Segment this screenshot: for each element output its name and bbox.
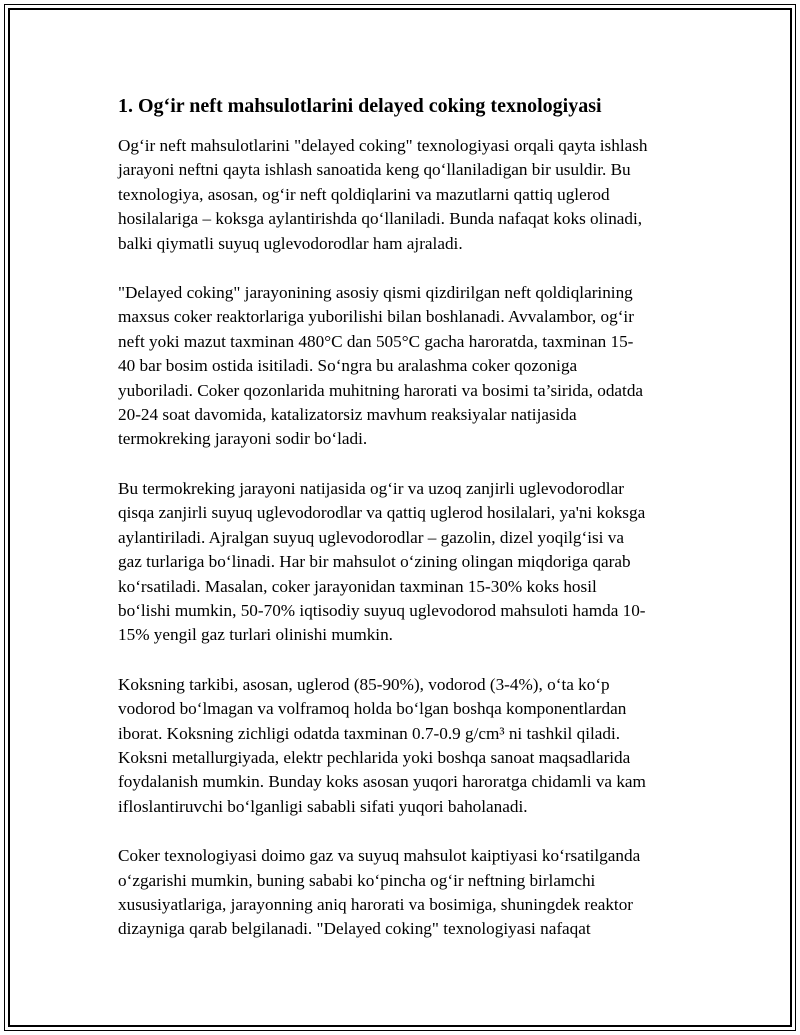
paragraph-1 [118, 134, 688, 256]
paragraph-line: Koksni metallurgiyada, elektr pechlarida yoki boshqa sanoat maqsadlarida [118, 747, 631, 767]
paragraph-line: neft yoki mazut taxminan 480°C dan 505°C gacha haroratda, taxminan 15- [118, 331, 634, 351]
paragraph-line: aylantiriladi. Ajralgan suyuq uglevodorodlar – gazolin, dizel yoqilg‘isi va [118, 527, 624, 547]
paragraph-line: 40 bar bosim ostida isitiladi. So‘ngra bu aralashma coker qozoniga [118, 356, 578, 376]
paragraph-2 [118, 281, 688, 452]
paragraph-line: "Delayed coking" jarayonining asosiy qismi qizdirilgan neft qoldiqlarining [118, 283, 633, 303]
paragraph-line: Koksning tarkibi, asosan, uglerod (85-90%), vodorod (3-4%), o‘ta ko‘p [118, 674, 610, 694]
paragraph-line: xususiyatlariga, jarayonning aniq harorati va bosimiga, shuningdek reaktor [118, 894, 634, 914]
paragraph-line: Og‘ir neft mahsulotlarini "delayed coking" texnologiyasi orqali qayta ishlash [118, 136, 648, 155]
paragraph-line: dizayniga qarab belgilanadi. "Delayed coking" texnologiyasi nafaqat [118, 919, 591, 939]
paragraph-line: 20-24 soat davomida, katalizatorsiz mavhum reaksiyalar natijasida [118, 405, 577, 425]
paragraph-line: texnologiya, asosan, og‘ir neft qoldiqlarini va mazutlarni qattiq uglerod [118, 184, 610, 204]
paragraph-line: ifloslantiruvchi bo‘lganligi sababli sifati yuqori baholanadi. [118, 796, 528, 816]
paragraph-line: gaz turlariga bo‘linadi. Har bir mahsulot o‘zining olingan miqdoriga qarab [118, 552, 631, 572]
paragraph-line: Bu termokreking jarayoni natijasida og‘ir va uzoq zanjirli uglevodorodlar [118, 478, 624, 498]
paragraph-line: hosilalariga – koksga aylantirishda qo‘llaniladi. Bunda nafaqat koks olinadi, [118, 209, 643, 229]
paragraph-4 [118, 673, 688, 819]
paragraph-line: o‘zgarishi mumkin, buning sababi ko‘pincha og‘ir neftning birlamchi [118, 870, 596, 890]
paragraph-line: maxsus coker reaktorlariga yuborilishi bilan boshlanadi. Avvalambor, og‘ir [118, 307, 634, 327]
paragraph-line: iborat. Koksning zichligi odatda taxminan 0.7-0.9 g/cm³ ni tashkil qiladi. [118, 723, 621, 743]
paragraph-3 [118, 477, 688, 648]
section-heading: 1. Og‘ir neft mahsulotlarini delayed coking texnologiyasi [118, 95, 602, 117]
paragraph-line: vodorod bo‘lmagan va volframoq holda bo‘lgan boshqa komponentlardan [118, 699, 627, 719]
paragraph-line: yuboriladi. Coker qozonlarida muhitning harorati va bosimi ta’sirida, odatda [118, 380, 644, 400]
document-body [118, 94, 688, 967]
paragraph-5 [118, 844, 688, 942]
paragraph-line: Coker texnologiyasi doimo gaz va suyuq mahsulot kaiptiyasi ko‘rsatilganda [118, 846, 641, 866]
paragraph-line: foydalanish mumkin. Bunday koks asosan yuqori haroratga chidamli va kam [118, 772, 646, 792]
paragraph-line: ko‘rsatiladi. Masalan, coker jarayonidan taxminan 15-30% koks hosil [118, 576, 597, 596]
paragraph-line: termokreking jarayoni sodir bo‘ladi. [118, 429, 368, 449]
paragraph-line: 15% yengil gaz turlari olinishi mumkin. [118, 625, 393, 645]
paragraph-line: balki qiymatli suyuq uglevodorodlar ham ajraladi. [118, 233, 463, 253]
paragraph-line: bo‘lishi mumkin, 50-70% iqtisodiy suyuq uglevodorod mahsuloti hamda 10- [118, 600, 646, 620]
paragraph-line: qisqa zanjirli suyuq uglevodorodlar va qattiq uglerod hosilalari, ya'ni koksga [118, 503, 646, 523]
paragraph-line: jarayoni neftni qayta ishlash sanoatida keng qo‘llaniladigan bir usuldir. Bu [118, 160, 631, 180]
